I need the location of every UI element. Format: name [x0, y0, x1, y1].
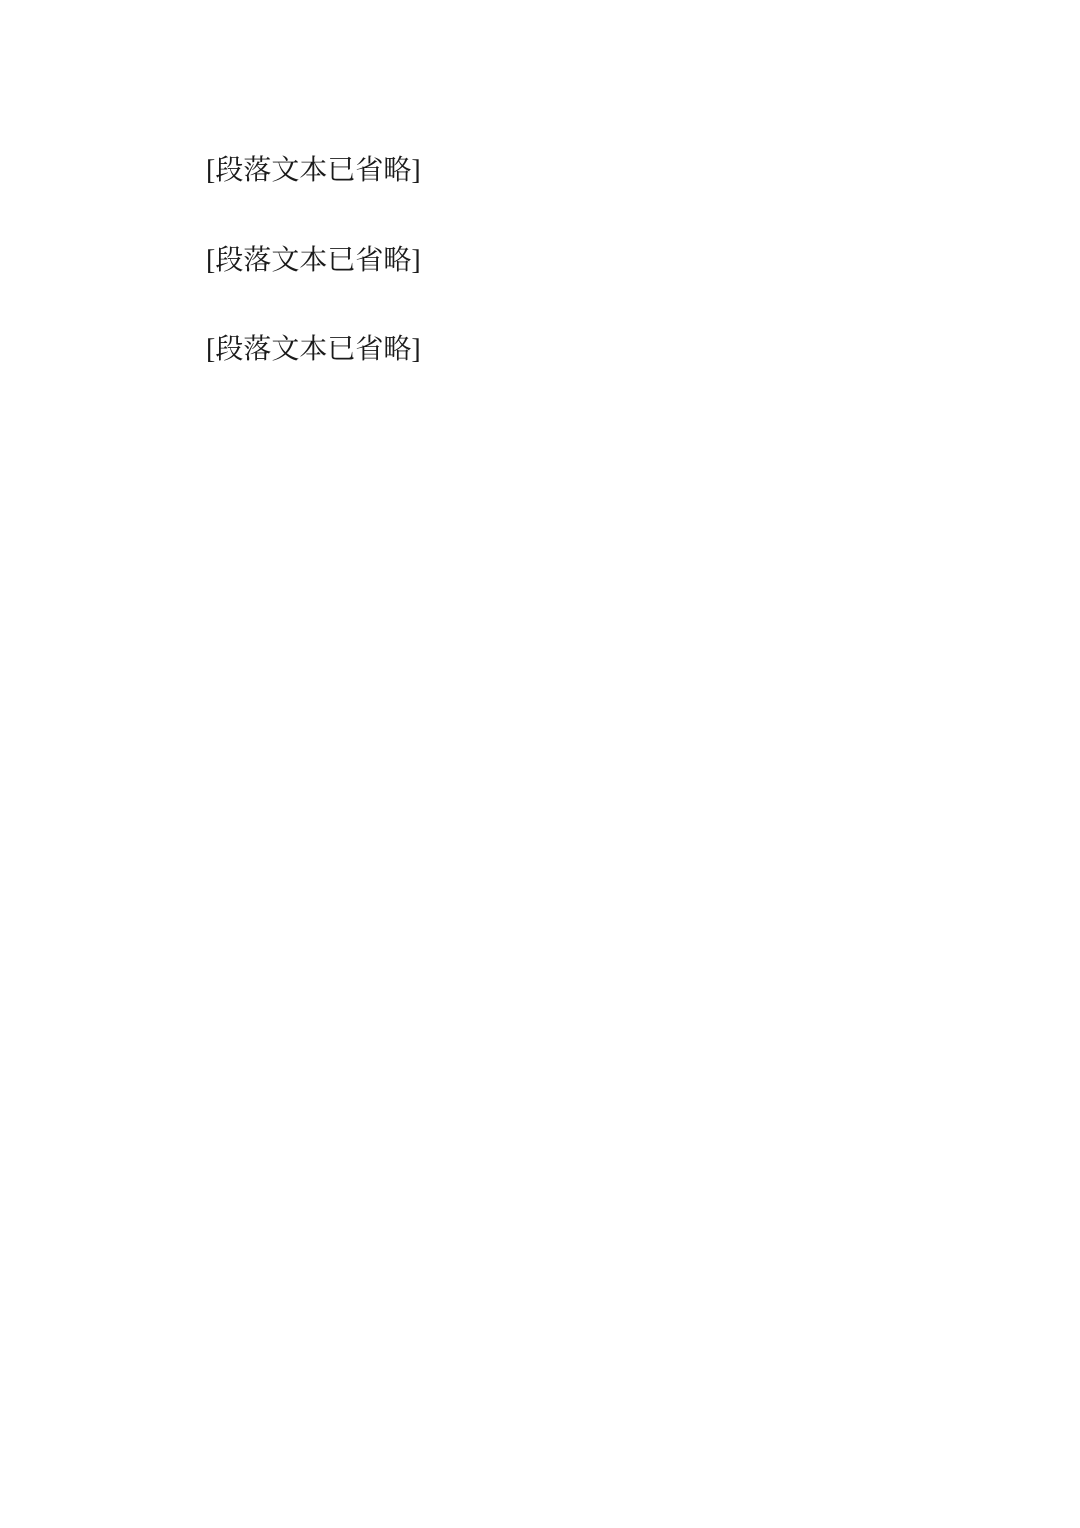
paragraph: [段落文本已省略]	[206, 155, 421, 186]
paragraph: [段落文本已省略]	[206, 244, 421, 276]
paragraph: [段落文本已省略]	[206, 334, 421, 366]
